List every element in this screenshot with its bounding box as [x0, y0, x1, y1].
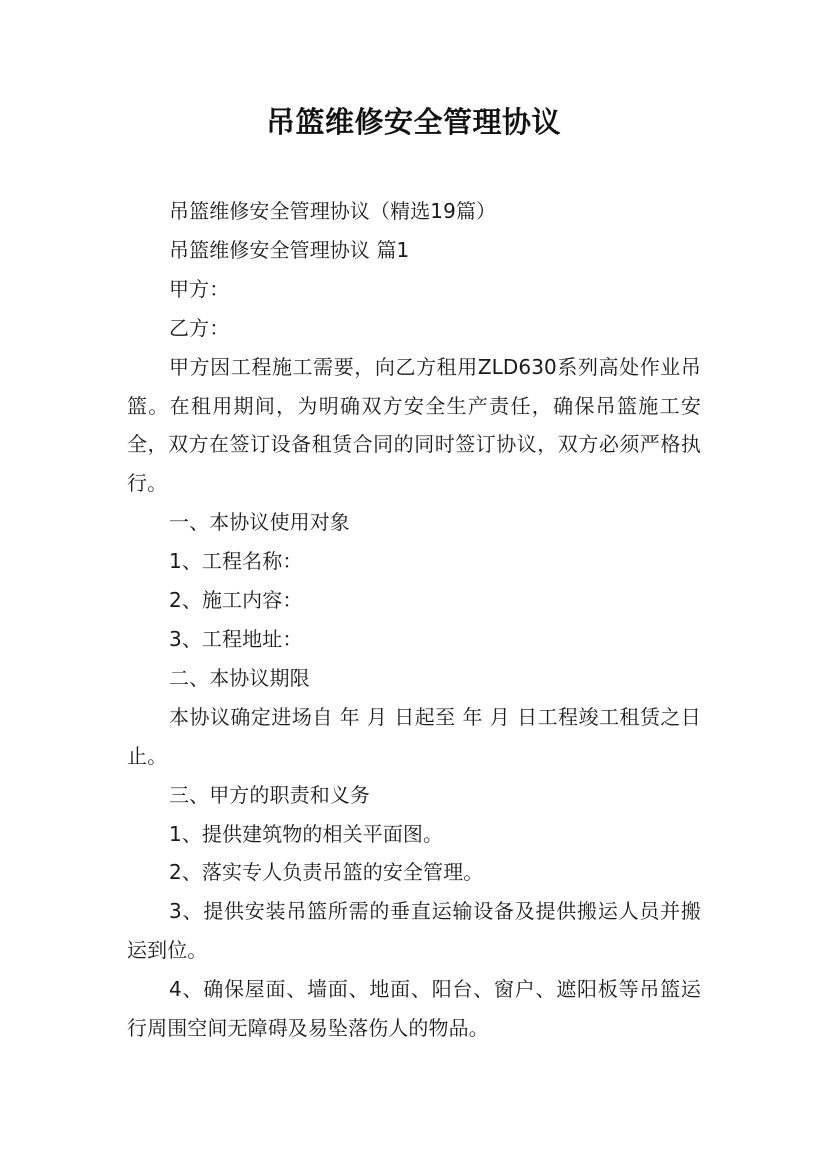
paragraph-project-address: 3、工程地址： [169, 626, 303, 651]
document-title: 吊篮维修安全管理协议 [265, 105, 561, 139]
paragraph-duty-1: 1、提供建筑物的相关平面图。 [169, 821, 444, 846]
document-body [127, 192, 701, 1048]
paragraph-clause-1-heading: 一、本协议使用对象 [169, 510, 350, 535]
paragraph-party-a: 甲方： [169, 276, 230, 301]
paragraph-clause-2-heading: 二、本协议期限 [169, 665, 310, 690]
paragraph-duty-4: 4、确保屋面、墙面、地面、阳台、窗户、遮阳板等吊篮运行周围空间无障碍及易坠落伤人的物品。 [127, 977, 701, 1041]
paragraph-term: 本协议确定进场自 年 月 日起至 年 月 日工程竣工租赁之日止。 [127, 704, 701, 768]
paragraph-duty-2: 2、落实专人负责吊篮的安全管理。 [169, 860, 484, 885]
paragraph-intro: 甲方因工程施工需要，向乙方租用ZLD630系列高处作业吊篮。在租用期间，为明确双方安全生产责任，确保吊篮施工安全，双方在签订设备租赁合同的同时签订协议，双方必须严格执行。 [127, 354, 701, 496]
paragraph-duty-3: 3、提供安装吊篮所需的垂直运输设备及提供搬运人员并搬运到位。 [127, 899, 701, 963]
paragraph-clause-3-heading: 三、甲方的职责和义务 [169, 782, 370, 807]
paragraph-work-content: 2、施工内容： [169, 588, 303, 613]
paragraph-subtitle: 吊篮维修安全管理协议（精选19篇） [169, 199, 497, 223]
paragraph-party-b: 乙方： [169, 315, 230, 340]
paragraph-section-heading: 吊篮维修安全管理协议 篇1 [169, 237, 410, 262]
paragraph-project-name: 1、工程名称： [169, 549, 303, 574]
